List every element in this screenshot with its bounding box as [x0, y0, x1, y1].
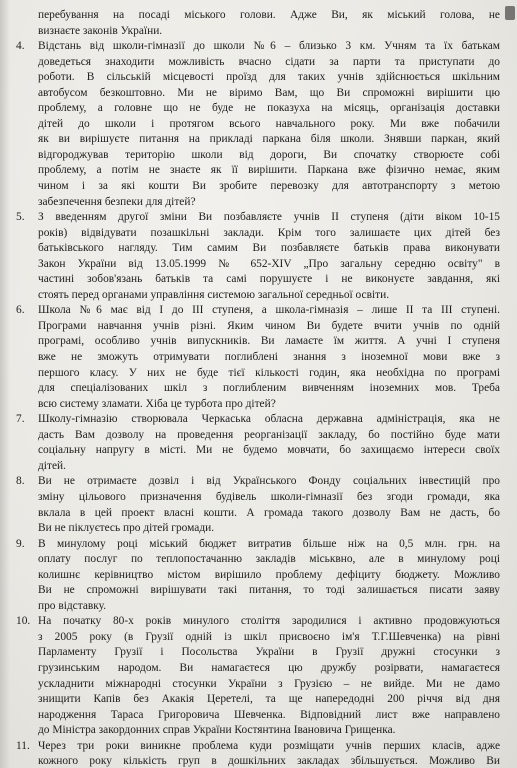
list-item: [12, 412, 500, 474]
text-line: з 2005 року (в Грузії одній із шкіл присвоєно ім'я Т.Г.Шевченка) на рівні: [38, 630, 500, 643]
text-line: про відставку.: [38, 599, 107, 612]
list-item: [12, 39, 500, 210]
scan-edge-mark: [505, 6, 515, 20]
text-line: років) відвідувати позашкільні заклади. Крім того залишаєте цих дітей без: [38, 226, 500, 239]
text-line: народження Тараса Григоровича Шевченка. Відповідний лист вже направлено: [38, 708, 500, 721]
text-line: кожного року кількість груп в дошкільних закладах збільшується. Можливо Ви: [38, 755, 500, 768]
text-line: Школа №6 має від I до III ступеня, а школа-гімназія – лише II та III ступені.: [38, 304, 500, 317]
text-line: дітей до школи і протягом всього навчального року. Ми вже побачили: [38, 117, 500, 130]
text-line: Програми навчання учнів різні. Яким чином Ви будете вчити учнів по одній: [38, 319, 500, 332]
text-line: стоять перед органами управління системою загальної середньої освіти.: [38, 288, 390, 301]
text-line: всю систему зламати. Хіба це турбота про дітей?: [38, 397, 276, 410]
text-line: батьківського нагляду. Тим самим Ви позбавляєте батьків права виконувати: [38, 242, 500, 255]
text-line: дасть Вам дозволу на проведення реорганізації закладу, бо постійно буде мати: [38, 428, 500, 441]
text-line: чином і за які кошти Ви зробите перевозку для автотранспорту з метою: [38, 180, 500, 193]
continued-paragraph: [12, 8, 500, 39]
item-number: 6.: [16, 304, 25, 317]
text-line: першого класу. У них не буде тієї кількості годин, яка необхідна по програмі: [38, 366, 500, 379]
text-line: роботи. В сільській місцевості проїзд для таких учнів здійснюється шкільним: [38, 71, 500, 84]
text-line: зміну цільового призначення будівель школи-гімназії без згоди громади, яка: [38, 490, 500, 503]
text-line: В минулому році міський бюджет витратив більше ніж на 0,5 млн. грн. на: [38, 537, 500, 550]
text-line: ускладнити міжнародні стосунки України з Грузією – не вийде. Ми не дамо: [38, 677, 500, 690]
text-line: дітей.: [38, 459, 66, 472]
list-item: [12, 303, 500, 412]
document-body: [12, 8, 500, 768]
scan-edge-shadow: [0, 0, 10, 768]
numbered-list: [12, 39, 500, 768]
text-line: грузинським народом. Ви намагаєтеся цю дружбу розірвати, намагаєтеся: [38, 661, 500, 674]
item-number: 7.: [16, 413, 25, 426]
text-line: проблему, а головне що не буде не показуха на місяць, організація доставки: [38, 102, 500, 115]
text-line: Парламенту Грузії і Посольства України в Грузії дружні стосунки з: [38, 646, 500, 659]
list-item: [12, 614, 500, 738]
text-line: Відстань від школи-гімназії до школи №6 – близько 3 км. Учням та їх батькам: [38, 40, 500, 53]
text-line: забезпечення безпеки для дітей?: [38, 195, 196, 208]
text-line: З введенням другої зміни Ви позбавляєте учнів II ступеня (діти віком 10-15: [38, 211, 500, 224]
text-line: Через три роки виникне проблема куди розміщати учнів перших класів, адже: [38, 739, 500, 752]
text-line: Школу-гімназію створювала Черкаська обласна державна адміністрація, яка не: [38, 413, 500, 426]
text-line: соціальну напругу в місті. Ми не будемо мовчати, бо захищаємо інтереси своїх: [38, 444, 500, 457]
text-line: відгороджував територію школи від дороги, Ви спочатку створюєте собі: [38, 148, 500, 161]
text-line: Закон України від 13.05.1999 № 652-XIV „Про загальну середню освіту" в: [38, 257, 500, 270]
item-number: 10.: [16, 615, 31, 628]
text-line: вже не зможуть отримувати поглиблені знання з іноземної мови вже з: [38, 351, 500, 364]
text-line: автобусом безкоштовно. Ми не віримо Вам, що Ви спроможні вирішити цю: [38, 86, 500, 99]
text-line: програмі, особливо учнів випускників. Ви ламаєте їм життя. А учні I ступеня: [38, 335, 500, 348]
text-line: колишнє керівництво містом вирішило проблему дефіциту бюджету. Можливо: [38, 568, 500, 581]
item-number: 9.: [16, 537, 25, 550]
text-line: оплату послуг по теплопостачанню закладів міськвно, але в минулому році: [38, 553, 500, 566]
item-number: 8.: [16, 475, 25, 488]
list-item: [12, 739, 500, 768]
text-line: Ви не піклуєтесь про дітей громади.: [38, 522, 215, 535]
item-number: 5.: [16, 211, 25, 224]
item-number: 11.: [16, 739, 30, 752]
list-item: [12, 210, 500, 303]
text-line: доведеться знаходити можливість вчасно сідати за парти та приступати до: [38, 55, 500, 68]
text-line: частині зобов'язань батьків та самі порушуєте і не виконуєте завдання, які: [38, 273, 500, 286]
item-number: 4.: [16, 40, 25, 53]
list-item: [12, 474, 500, 536]
text-line: На початку 80-х років минулого століття зародилися і активно продовжуються: [38, 615, 500, 628]
text-line: вклала в цей проект власні кошти. А громада такого дозволу Вам не дасть, бо: [38, 506, 500, 519]
text-line: Ви не отримаєте дозвіл і від Українського Фонду соціальних інвестицій про: [38, 475, 500, 488]
text-line: проблему, а потім не знаєте як її вирішити. Паркана вже фізично немає, яким: [38, 164, 500, 177]
text-line: визнаєте законів України.: [38, 24, 163, 37]
text-line: для спеціалізованих шкіл з поглибленим вивченням іноземних мов. Треба: [38, 382, 500, 395]
list-item: [12, 537, 500, 615]
text-line: як ви вирішуєте питання на прикладі паркана біля школи. Знявши паркан, який: [38, 133, 500, 146]
text-line: знищити Капів без Акакія Церетелі, та ще напередодні 200 річчя від дня: [38, 693, 500, 706]
text-line: до Міністра закордонних справ України Костянтина Івановича Грищенка.: [38, 724, 396, 737]
text-line: перебування на посаді міського голови. Адже Ви, як міський голова, не: [38, 9, 500, 21]
text-line: Ви не спроможні вирішувати такі питання, то тоді залишається писати заяву: [38, 584, 500, 597]
